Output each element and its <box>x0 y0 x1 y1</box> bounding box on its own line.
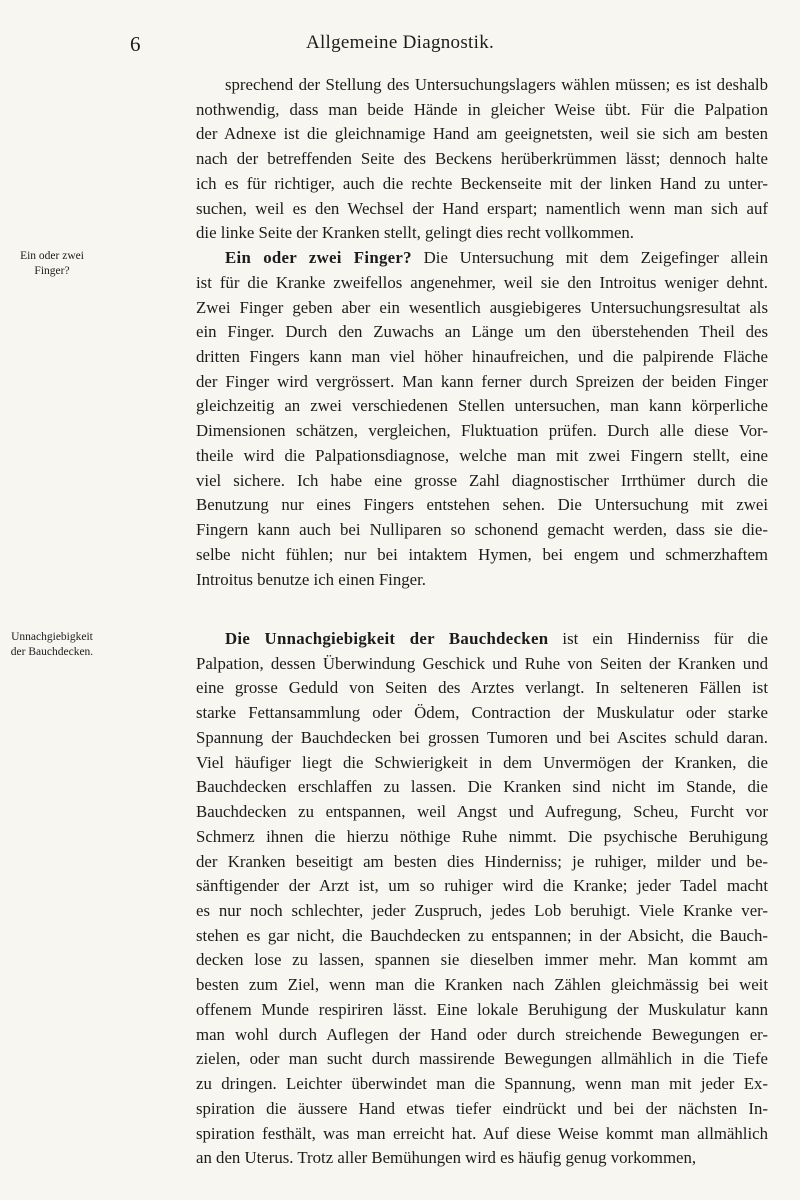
text-line: sprechend der Stellung des Untersuchungslagers wählen müssen; es ist deshalb <box>225 75 768 94</box>
text-line: suchen, weil es den Wechsel der Hand erspart; namentlich wenn man sich auf <box>196 199 768 218</box>
section-heading-line <box>225 245 768 270</box>
heading-line-rest: ist ein Hinderniss für die <box>562 629 768 648</box>
page-header <box>0 32 800 56</box>
page-number: 6 <box>130 32 141 56</box>
text-line: Spannung der Bauchdecken bei grossen Tumoren und bei Ascites schuld daran. <box>196 728 768 747</box>
text-line: ist für die Kranke zweifellos angenehmer, weil sie den Introitus weniger dehnt. <box>196 273 768 292</box>
text-line: zielen, oder man sucht durch massirende Bewegungen allmählich in die Tiefe <box>196 1049 768 1068</box>
text-line: Fingern kann auch bei Nulliparen so schonend gemacht werden, dass sie die- <box>196 520 768 539</box>
text-line: nothwendig, dass man beide Hände in gleicher Weise übt. Für die Palpation <box>196 100 768 119</box>
text-line: Schmerz ihnen die hierzu nöthige Ruhe nimmt. Die psychische Beruhigung <box>196 827 768 846</box>
text-line: Bauchdecken erschlaffen zu lassen. Die Kranken sind nicht im Stande, die <box>196 777 768 796</box>
text-line: decken lose zu lassen, spannen sie dieselben immer mehr. Man kommt am <box>196 950 768 969</box>
text-line: Palpation, dessen Überwindung Geschick und Ruhe von Seiten der Kranken und <box>196 654 768 673</box>
text-line: Dimensionen schätzen, vergleichen, Fluktuation prüfen. Durch alle diese Vor- <box>196 421 768 440</box>
text-line: spiration festhält, was man erreicht hat. Auf diese Weise kommt man allmählich <box>196 1124 768 1143</box>
section-heading: Die Unnachgiebigkeit der Bauchdecken <box>225 629 549 648</box>
text-line: es nur noch schlechter, jeder Zuspruch, jedes Lob beruhigt. Viele Kranke ver- <box>196 901 768 920</box>
text-line: theile wird die Palpationsdiagnose, welche man mit zwei Fingern stellt, eine <box>196 446 768 465</box>
text-line: der Finger wird vergrössert. Man kann ferner durch Spreizen der beiden Finger <box>196 372 768 391</box>
text-line: die linke Seite der Kranken stellt, gelingt dies recht vollkommen. <box>196 223 635 242</box>
text-line: viel sichere. Ich habe eine grosse Zahl diagnostischer Irrthümer durch die <box>196 471 768 490</box>
text-line: ich es für richtiger, auch die rechte Beckenseite mit der linken Hand zu unter- <box>196 174 768 193</box>
text-line: ein Finger. Durch den Zuwachs an Länge um den überstehenden Theil des <box>196 322 768 341</box>
text-line: starke Fettansammlung oder Ödem, Contraction der Muskulatur oder starke <box>196 703 768 722</box>
text-line: der Kranken beseitigt am besten dies Hinderniss; je ruhiger, milder und be- <box>196 852 768 871</box>
text-line: Benutzung nur eines Fingers entstehen sehen. Die Untersuchung mit zwei <box>196 495 768 514</box>
text-line: gleichzeitig an zwei verschiedenen Stellen untersuchen, man kann körperliche <box>196 396 768 415</box>
text-line: stehen es gar nicht, die Bauchdecken zu entspannen; in der Absicht, die Bauch- <box>196 926 768 945</box>
text-line: an den Uterus. Trotz aller Bemühungen wird es häufig genug vorkommen, <box>196 1148 697 1167</box>
text-line: spiration die äussere Hand etwas tiefer eindrückt und bei der nächsten In- <box>196 1099 768 1118</box>
margin-note-bauchdecken: Unnachgiebigkeit der Bauchdecken. <box>10 631 94 658</box>
text-line: dritten Fingers kann man viel höher hinaufreichen, und die palpirende Fläche <box>196 347 768 366</box>
margin-note-finger: Ein oder zwei Finger? <box>20 250 84 277</box>
text-line: der Adnexe ist die gleichnamige Hand am geeignetsten, weil sie sich am besten <box>196 124 768 143</box>
section-heading: Ein oder zwei Finger? <box>225 248 412 267</box>
text-line: besten zum Ziel, wenn man die Kranken nach Zählen gleichmässig bei weit <box>196 975 768 994</box>
text-line: Zwei Finger geben aber ein wesentlich ausgiebigeres Untersuchungsresultat als <box>196 298 768 317</box>
section-heading-line <box>225 626 768 651</box>
text-line: sänftigender der Arzt ist, um so ruhiger wird die Kranke; jeder Tadel macht <box>196 876 768 895</box>
text-line: Introitus benutze ich einen Finger. <box>196 570 426 589</box>
text-line: eine grosse Geduld von Seiten des Arztes verlangt. In selteneren Fällen ist <box>196 678 768 697</box>
text-line: man wohl durch Auflegen der Hand oder durch streichende Bewegungen er- <box>196 1025 768 1044</box>
text-line: Bauchdecken zu entspannen, weil Angst und Aufregung, Scheu, Furcht vor <box>196 802 768 821</box>
running-title: Allgemeine Diagnostik. <box>305 32 495 53</box>
text-line: zu dringen. Leichter überwindet man die Spannung, wenn man mit jeder Ex- <box>196 1074 768 1093</box>
text-line: offenem Munde respiriren lässt. Eine lokale Beruhigung der Muskulatur kann <box>196 1000 768 1019</box>
text-line: Viel häufiger liegt die Schwierigkeit in dem Unvermögen der Kranken, die <box>196 753 768 772</box>
text-line: nach der betreffenden Seite des Beckens herüberkrümmen lässt; dennoch halte <box>196 149 768 168</box>
text-line: selbe nicht fühlen; nur bei intaktem Hymen, bei engem und schmerzhaftem <box>196 545 768 564</box>
heading-line-rest: Die Untersuchung mit dem Zeigefinger allein <box>423 248 768 267</box>
